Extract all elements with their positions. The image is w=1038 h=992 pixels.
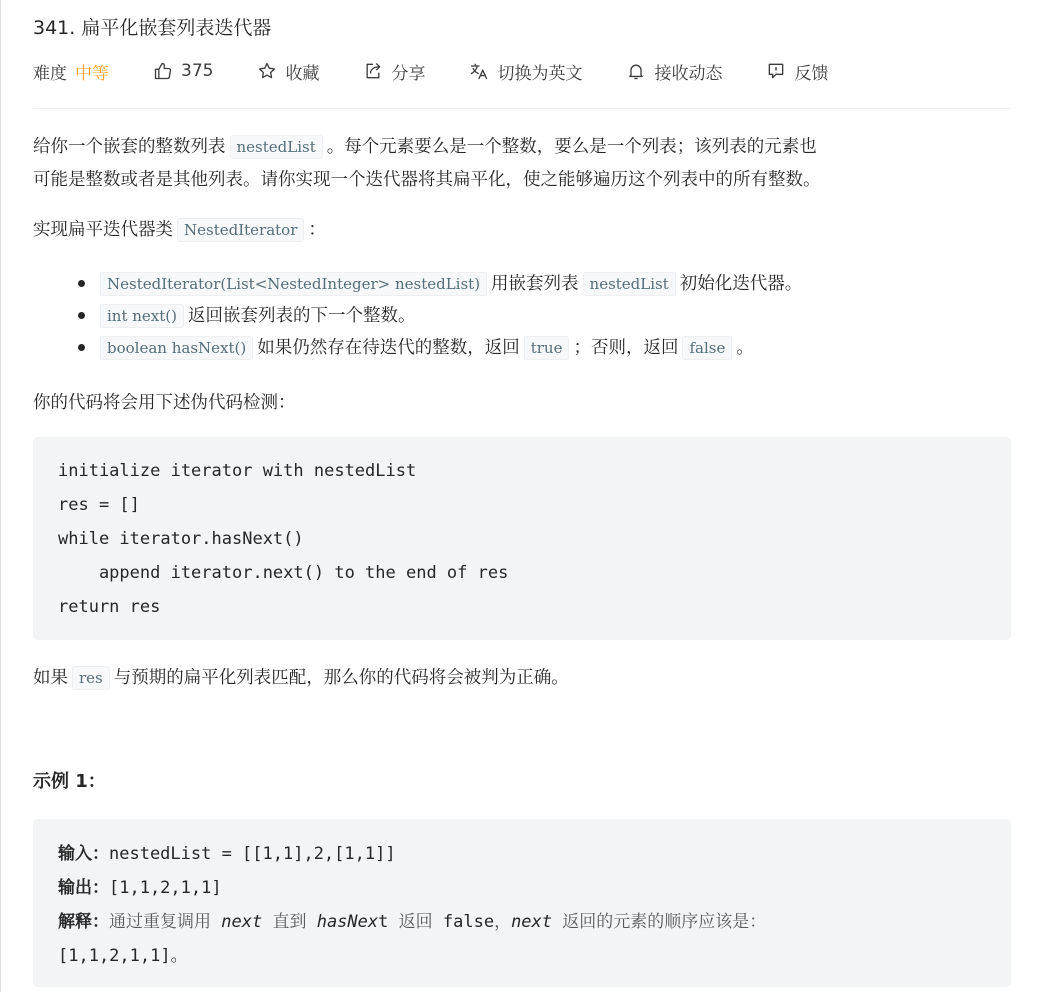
description-paragraph-1 xyxy=(33,131,821,197)
inline-code: nestedList xyxy=(230,135,323,159)
text: 用嵌套列表 xyxy=(491,274,579,294)
inline-code: NestedIterator xyxy=(177,218,304,242)
problem-title: 341. 扁平化嵌套列表迭代器 xyxy=(33,17,272,39)
feedback-button[interactable] xyxy=(766,59,828,84)
inline-code: true xyxy=(524,336,570,360)
text: ；否则，返回 xyxy=(573,338,679,358)
share-label: 分享 xyxy=(391,63,426,84)
list-item xyxy=(33,300,802,332)
code-line: append iterator.next() to the end of res xyxy=(58,563,509,583)
subscribe-button[interactable] xyxy=(626,59,722,84)
text: 返回的元素的顺序应该是： xyxy=(562,912,767,932)
subscribe-label: 接收动态 xyxy=(654,63,723,84)
switch-language-label: 切换为英文 xyxy=(497,63,583,84)
like-count: 375 xyxy=(181,61,214,81)
feedback-icon xyxy=(766,61,786,81)
example-block xyxy=(33,819,1011,987)
text: 与预期的扁平化列表匹配，那么你的代码将会被判为正确。 xyxy=(113,668,569,688)
text: 实现扁平迭代器类 xyxy=(33,220,173,240)
code-hasnext: hasNex xyxy=(316,912,379,932)
text: 可能是整数或者是其他列表。请你实现一个迭代器将其扁平化，使之能够遍历这个列表中的所有整数。 xyxy=(33,170,821,190)
code-line: return res xyxy=(58,597,161,617)
inline-code: int next() xyxy=(100,304,184,328)
input-label: 输入： xyxy=(58,844,109,864)
bell-icon xyxy=(626,61,646,81)
description-paragraph-3: 你的代码将会用下述伪代码检测： xyxy=(33,393,296,413)
list-item xyxy=(33,332,802,364)
list-item xyxy=(33,268,802,300)
text: 返回 xyxy=(398,912,433,932)
text: 给你一个嵌套的整数列表 xyxy=(33,137,226,157)
star-icon xyxy=(257,61,277,81)
code-false: false xyxy=(442,912,495,932)
text: ， xyxy=(494,912,512,932)
like-button[interactable] xyxy=(153,61,213,81)
code-line: while iterator.hasNext() xyxy=(58,529,304,549)
problem-meta-bar xyxy=(33,58,872,84)
text: 。每个元素要么是一个整数，要么是一个列表；该列表的元素也 xyxy=(326,137,817,157)
text: 。 xyxy=(736,338,754,358)
divider xyxy=(33,108,1011,109)
example-title: 示例 1： xyxy=(33,771,106,792)
inline-code: nestedList xyxy=(583,272,676,296)
code-next: next xyxy=(221,912,263,932)
code-line: initialize iterator with nestedList xyxy=(58,461,417,481)
output-label: 输出： xyxy=(58,878,109,898)
description-paragraph-2 xyxy=(33,214,326,247)
explanation-label: 解释： xyxy=(58,912,109,932)
output-value: [1,1,2,1,1] xyxy=(109,878,222,898)
difficulty-badge: 中等 xyxy=(75,63,109,84)
inline-code: res xyxy=(72,666,110,690)
code-line: res = [] xyxy=(58,495,140,515)
inline-code: boolean hasNext() xyxy=(100,336,253,360)
inline-code: NestedIterator(List<NestedInteger> nestedList) xyxy=(100,272,487,296)
description-paragraph-4 xyxy=(33,662,569,695)
text: 返回嵌套列表的下一个整数。 xyxy=(187,306,416,326)
code-hasnext-tail: t xyxy=(378,912,389,932)
switch-language-button[interactable] xyxy=(469,59,582,84)
text: 如果 xyxy=(33,668,68,688)
input-value: nestedList = [[1,1],2,[1,1]] xyxy=(109,844,396,864)
favorite-label: 收藏 xyxy=(285,63,320,84)
share-icon xyxy=(363,61,383,81)
thumbs-up-icon xyxy=(153,61,173,81)
text: 通过重复调用 xyxy=(109,912,211,932)
example-explanation-line-2: [1,1,2,1,1]。 xyxy=(58,946,188,966)
example-explanation-line xyxy=(58,905,1011,939)
difficulty-label: 难度 xyxy=(33,63,67,84)
text: 初始化迭代器。 xyxy=(679,274,803,294)
share-button[interactable] xyxy=(363,59,425,84)
example-output-line xyxy=(58,871,1011,905)
code-next: next xyxy=(511,912,553,932)
translate-icon xyxy=(469,61,489,81)
pseudocode-block xyxy=(33,437,1011,640)
inline-code: false xyxy=(682,336,732,360)
favorite-button[interactable] xyxy=(257,59,319,84)
example-input-line xyxy=(58,837,1011,871)
method-list xyxy=(33,268,802,364)
feedback-label: 反馈 xyxy=(794,63,829,84)
text: ： xyxy=(308,220,326,240)
text: 如果仍然存在待迭代的整数，返回 xyxy=(257,338,520,358)
text: 直到 xyxy=(272,912,307,932)
